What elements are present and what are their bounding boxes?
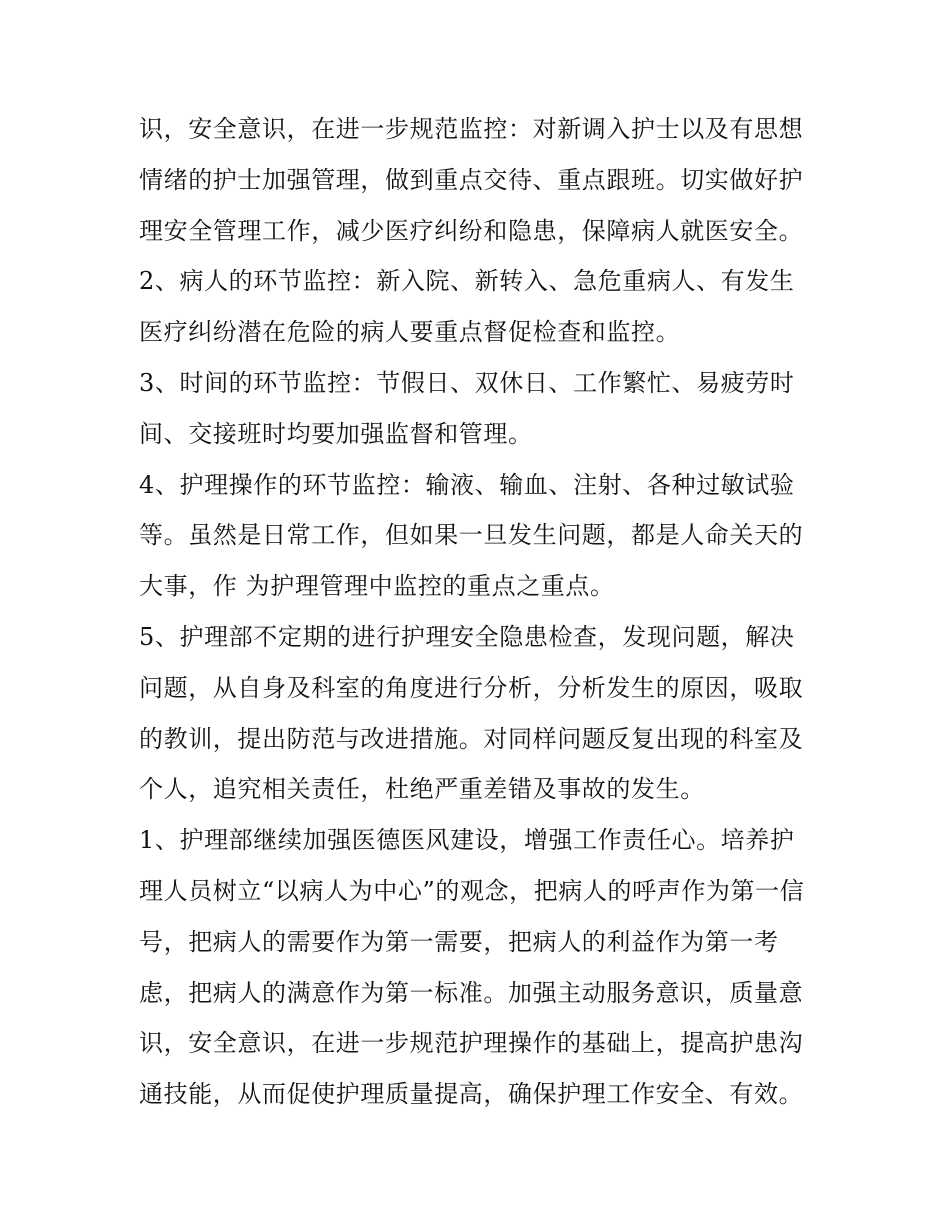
text-line: 3、时间的环节监控：节假日、双休日、工作繁忙、易疲劳时: [139, 368, 795, 397]
text-line: 间、交接班时均要加强监督和管理。: [139, 419, 533, 448]
text-line: 4、护理操作的环节监控：输液、输血、注射、各种过敏试验: [139, 470, 795, 499]
text-line: 2、病人的环节监控：新入院、新转入、急危重病人、有发生: [139, 267, 795, 296]
text-line: 识，安全意识，在进一步规范护理操作的基础上，提高护患沟: [139, 1029, 804, 1058]
text-line: 理人员树立“以病人为中心”的观念，把病人的呼声作为第一信: [139, 876, 805, 905]
text-line: 的教训，提出防范与改进措施。对同样问题反复出现的科室及: [139, 724, 804, 753]
text-line: 问题，从自身及科室的角度进行分析，分析发生的原因，吸取: [139, 673, 804, 702]
document-body: [139, 104, 819, 1120]
text-line: 识，安全意识，在进一步规范监控：对新调入护士以及有思想: [139, 115, 804, 143]
text-line: 情绪的护士加强管理，做到重点交待、重点跟班。切实做好护: [139, 165, 804, 194]
text-line: 通技能，从而促使护理质量提高，确保护理工作安全、有效。: [139, 1080, 804, 1109]
text-line: 5、护理部不定期的进行护理安全隐患检查，发现问题，解决: [139, 622, 795, 651]
text-line: 理安全管理工作，减少医疗纠纷和隐患，保障病人就医安全。: [139, 216, 804, 245]
text-line: 大事，作 为护理管理中监控的重点之重点。: [139, 572, 615, 601]
text-line: 1、护理部继续加强医德医风建设，增强工作责任心。培养护: [139, 826, 795, 855]
text-line: 个人，追究相关责任，杜绝严重差错及事故的发生。: [139, 775, 705, 804]
text-line: 虑，把病人的满意作为第一标准。加强主动服务意识，质量意: [139, 978, 804, 1007]
text-line: 医疗纠纷潜在危险的病人要重点督促检查和监控。: [139, 318, 681, 347]
text-line: 号，把病人的需要作为第一需要，把病人的利益作为第一考: [139, 927, 779, 956]
text-line: 等。虽然是日常工作，但如果一旦发生问题，都是人命关天的: [139, 521, 804, 550]
